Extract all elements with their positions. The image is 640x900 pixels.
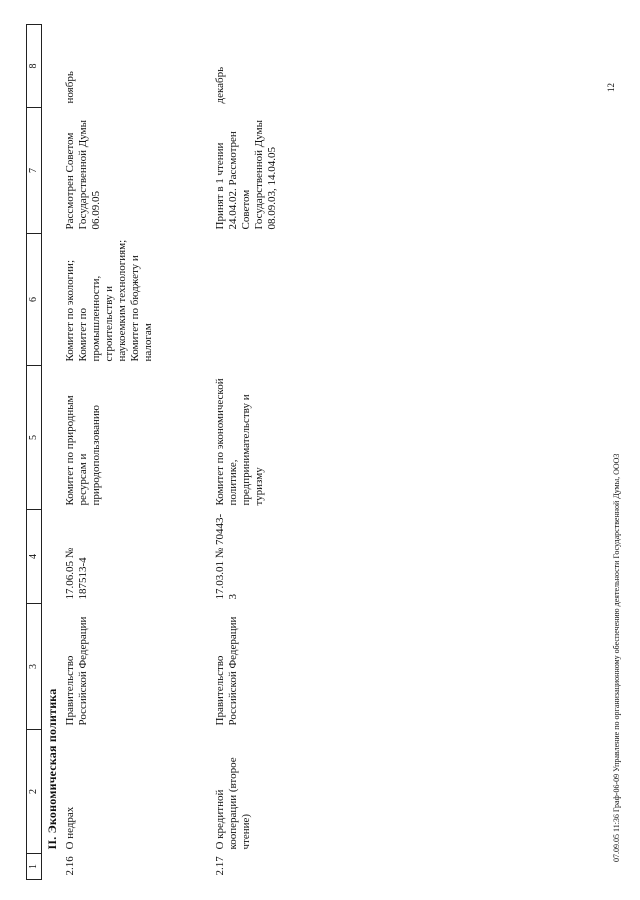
col-header-5: 5 <box>27 366 42 510</box>
table-row <box>212 25 322 880</box>
table-row <box>62 25 212 880</box>
col-header-6: 6 <box>27 234 42 366</box>
footer-line: 07.09.05 11:36 Граф-06-09 Управление по организационному обеспечению деятельности Государственной Думы, ООО3 <box>612 453 621 862</box>
page-number: 12 <box>606 83 616 92</box>
bill-title: О кредитной кооперации (второе чтение) <box>214 757 253 850</box>
bill-author: Правительство Российской Федерации <box>64 616 90 726</box>
planned-month: декабрь <box>214 66 227 104</box>
planned-month: ноябрь <box>64 71 77 104</box>
section-title: II. Экономическая политика <box>45 688 59 850</box>
bill-status: Рассмотрен Советом Государственной Думы 06.09.05 <box>64 119 103 230</box>
bill-registration: 17.06.05 № 187513-4 <box>64 547 90 600</box>
header-row <box>27 25 42 880</box>
co-committees <box>212 234 322 366</box>
bills-table <box>26 24 322 880</box>
col-header-4: 4 <box>27 510 42 604</box>
col-header-3: 3 <box>27 604 42 730</box>
responsible-committee: Комитет по природным ресурсам и природопользованию <box>64 395 103 506</box>
section-row <box>42 25 63 880</box>
bill-author: Правительство Российской Федерации <box>214 616 240 726</box>
col-header-8: 8 <box>27 25 42 108</box>
rotated-table-container <box>26 25 346 880</box>
co-committees: Комитет по экологии; Комитет по промышленности, строительству и наукоемким технологиям; Комитет по бюджету и налогам <box>64 239 154 362</box>
col-header-7: 7 <box>27 108 42 234</box>
responsible-committee: Комитет по экономической политике, предпринимательству и туризму <box>214 378 266 506</box>
col-header-1: 1 <box>27 854 42 880</box>
row-number: 2.16 <box>64 856 77 876</box>
bill-title: О недрах <box>64 806 77 850</box>
bill-registration: 17.03.01 № 70443-3 <box>214 513 240 600</box>
row-number: 2.17 <box>214 856 227 876</box>
bill-status: Принят в 1 чтении 24.04.02. Рассмотрен Советом Государственной Думы 08.09.03, 14.04.05 <box>214 119 279 230</box>
col-header-2: 2 <box>27 730 42 854</box>
